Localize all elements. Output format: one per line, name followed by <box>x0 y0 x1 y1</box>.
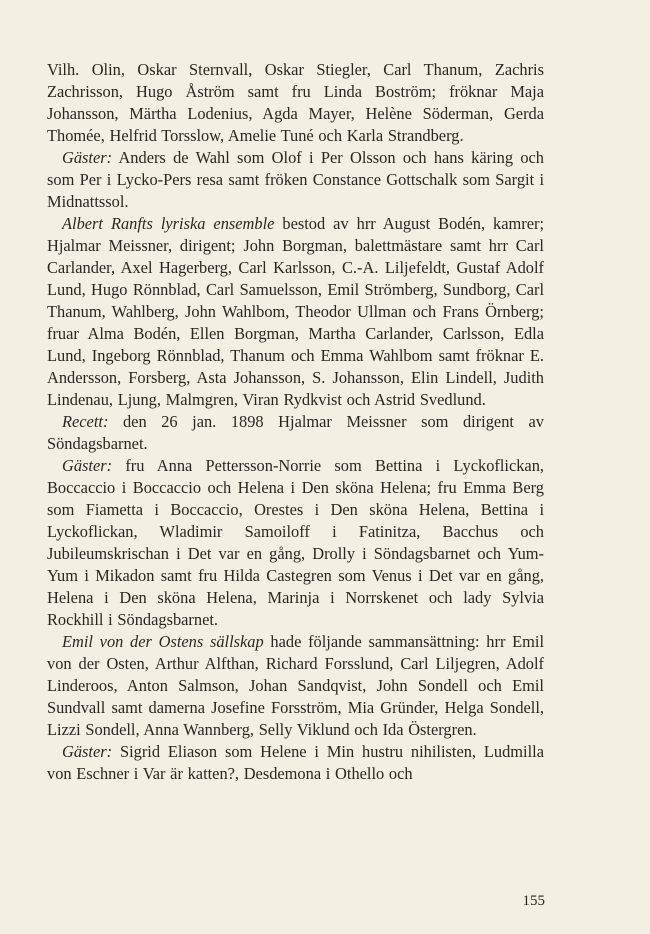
section-label-guests: Gäster: <box>62 742 113 761</box>
section-label-company: Emil von der Ostens sällskap <box>62 632 264 651</box>
paragraph-guests-pettersson-norrie <box>47 455 544 631</box>
section-label-benefit: Recett: <box>62 412 109 431</box>
paragraph-text: hade följande sammansättning: hrr Emil von der Osten, Arthur Alfthan, Richard Forsslund, Carl Liljegren, Adolf Linderoos, Anton Salmson, Johan Sandqvist, John Sondell och Emil Sundvall samt damerna Josefine Forsström, Mia Gründer, Helga Sondell, Lizzi Sondell, Anna Wannberg, Selly Viklund och Ida Östergren. <box>47 632 544 739</box>
paragraph-text: den 26 jan. 1898 Hjalmar Meissner som dirigent av Söndagsbarnet. <box>47 412 544 453</box>
paragraph-osten-company <box>47 631 544 741</box>
paragraph-text: bestod av hrr August Bodén, kamrer; Hjalmar Meissner, dirigent; John Borgman, balettmästare samt hrr Carl Carlander, Axel Hagerberg, Carl Karlsson, C.-A. Liljefeldt, Gustaf Adolf Lund, Hugo Rönnblad, Carl Samuelsson, Emil Strömberg, Sundborg, Carl Thanum, Wahlberg, John Wahlbom, Theodor Ullman och Frans Örnberg; fruar Alma Bodén, Ellen Borgman, Martha Carlander, Carlsson, Edla Lund, Ingeborg Rönnblad, Thanum och Emma Wahlbom samt fröknar E. Andersson, Forsberg, Asta Johansson, S. Johansson, Elin Lindell, Judith Lindenau, Ljung, Malmgren, Viran Rydkvist och Astrid Svedlund. <box>47 214 544 409</box>
body-text <box>47 59 544 785</box>
section-label-guests: Gäster: <box>62 148 113 167</box>
section-label-guests: Gäster: <box>62 456 113 475</box>
paragraph-text: fru Anna Pettersson-Norrie som Bettina i Lyckoflickan, Boccaccio i Boccaccio och Helena i Den sköna Helena; fru Emma Berg som Fiametta i Boccaccio, Orestes i Den sköna Helena, Bettina i Lyckoflickan, Wladimir Samoiloff i Fatinitza, Bacchus och Jubileumskrischan i Det var en gång, Drolly i Söndagsbarnet och Yum-Yum i Mikadon samt fru Hilda Castegren som Venus i Det var en gång, Helena i Den sköna Helena, Marinja i Norrskenet och lady Sylvia Rockhill i Söndagsbarnet. <box>47 456 544 629</box>
paragraph-benefit <box>47 411 544 455</box>
paragraph-ranft-ensemble <box>47 213 544 411</box>
page-number: 155 <box>522 893 545 909</box>
paragraph-cast-list-continued <box>47 59 544 147</box>
paragraph-guests-eliason <box>47 741 544 785</box>
paragraph-text: Anders de Wahl som Olof i Per Olsson och hans käring och som Per i Lycko-Pers resa samt fröken Constance Gottschalk som Sargit i Midnattssol. <box>47 148 544 211</box>
paragraph-text: Vilh. Olin, Oskar Sternvall, Oskar Stiegler, Carl Thanum, Zachris Zachrisson, Hugo Åström samt fru Linda Boström; fröknar Maja Johansson, Märtha Lodenius, Agda Mayer, Helène Söderman, Gerda Thomée, Helfrid Torsslow, Amelie Tuné och Karla Strandberg. <box>47 60 544 145</box>
paragraph-text: Sigrid Eliason som Helene i Min hustru nihilisten, Ludmilla von Eschner i Var är katten?, Desdemona i Othello och <box>47 742 544 783</box>
section-label-ensemble: Albert Ranfts lyriska ensemble <box>62 214 275 233</box>
paragraph-guests-wahl <box>47 147 544 213</box>
